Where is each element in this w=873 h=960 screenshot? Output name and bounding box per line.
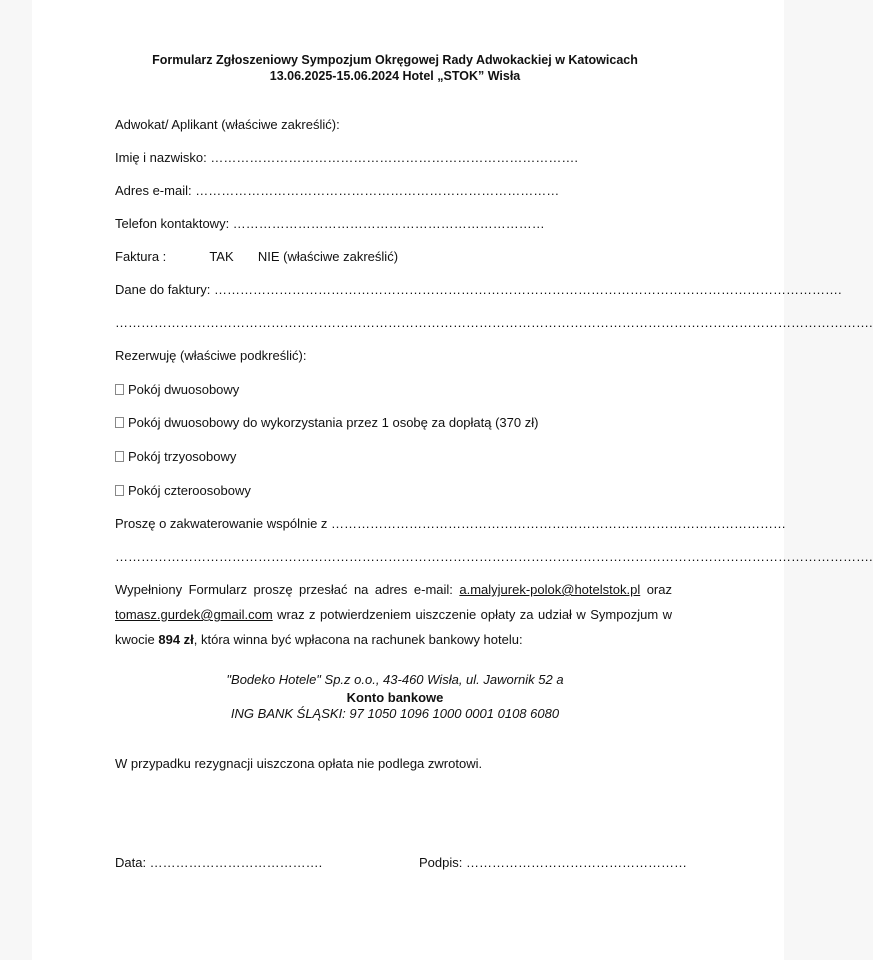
invoice-label: Faktura : bbox=[115, 249, 167, 264]
title-line-2: 13.06.2025-15.06.2024 Hotel „STOK” Wisła bbox=[269, 69, 521, 83]
instructions-text: wraz z potwierdzeniem uiszczenie opłaty za udział w Sympozjum w kwocie bbox=[115, 607, 672, 647]
room-option-quadruple[interactable] bbox=[115, 482, 251, 500]
invoice-row bbox=[115, 248, 398, 266]
room-label: Pokój dwuosobowy bbox=[128, 382, 240, 397]
role-label: Adwokat/ Aplikant (właściwe zakreślić): bbox=[115, 117, 340, 132]
instructions-text: oraz bbox=[640, 582, 672, 597]
invoice-yes-option[interactable]: TAK bbox=[209, 249, 234, 264]
checkbox-icon[interactable] bbox=[115, 485, 124, 496]
email-field[interactable]: Adres e-mail: ………………………………………………………………………… bbox=[115, 183, 560, 198]
title-line-1: Formularz Zgłoszeniowy Sympozjum Okręgowej Rady Adwokackiej w Katowicach bbox=[152, 53, 638, 67]
room-label: Pokój trzyosobowy bbox=[128, 449, 237, 464]
room-option-triple[interactable] bbox=[115, 448, 236, 466]
hotel-email-link[interactable]: a.malyjurek-polok@hotelstok.pl bbox=[459, 582, 641, 597]
shared-accommodation-field[interactable]: Proszę o zakwaterowanie wspólnie z …………………………………………………………………………………………… bbox=[115, 516, 787, 531]
reserve-label: Rezerwuję (właściwe podkreślić): bbox=[115, 348, 307, 363]
checkbox-icon[interactable] bbox=[115, 384, 124, 395]
bank-company: "Bodeko Hotele" Sp.z o.o., 43-460 Wisła, ul. Jawornik 52 a bbox=[226, 672, 564, 687]
document-title bbox=[0, 52, 790, 84]
room-label: Pokój czteroosobowy bbox=[128, 483, 251, 498]
invoice-data-field[interactable]: Dane do faktury: ………………………………………………………………………………………………………………………………. bbox=[115, 282, 842, 297]
room-option-double-single-use[interactable] bbox=[115, 414, 538, 432]
instructions-text: Wypełniony Formularz proszę przesłać na adres e-mail: bbox=[115, 582, 460, 597]
invoice-data-field-line2[interactable]: …………………………………………………………………………………………………………………………………………………………. bbox=[115, 315, 873, 330]
phone-field[interactable]: Telefon kontaktowy: ……………………………………………………………… bbox=[115, 216, 545, 231]
instructions-text: , która winna być wpłacona na rachunek bankowy hotelu: bbox=[193, 632, 523, 647]
room-label: Pokój dwuosobowy do wykorzystania przez 1 osobę za dopłatą (370 zł) bbox=[128, 415, 539, 430]
signature-field[interactable]: Podpis: …………………………………………… bbox=[419, 855, 687, 870]
room-option-double[interactable] bbox=[115, 381, 239, 399]
name-field[interactable]: Imię i nazwisko: …………………………………………………………………………. bbox=[115, 150, 578, 165]
invoice-no-option[interactable]: NIE (właściwe zakreślić) bbox=[257, 249, 399, 264]
checkbox-icon[interactable] bbox=[115, 417, 124, 428]
refund-notice: W przypadku rezygnacji uiszczona opłata nie podlega zwrotowi. bbox=[115, 756, 483, 771]
bank-account-number: ING BANK ŚLĄSKI: 97 1050 1096 1000 0001 0108 6080 bbox=[230, 706, 560, 721]
bank-account-heading: Konto bankowe bbox=[346, 690, 444, 705]
shared-accommodation-field-line2[interactable]: …………………………………………………………………………………………………………………………………………………………. bbox=[115, 549, 873, 564]
fee-amount: 894 zł bbox=[158, 632, 194, 647]
checkbox-icon[interactable] bbox=[115, 451, 124, 462]
instructions-paragraph bbox=[115, 577, 672, 652]
contact-email-link[interactable]: tomasz.gurdek@gmail.com bbox=[115, 607, 273, 622]
date-field[interactable]: Data: …………………………………. bbox=[115, 855, 323, 870]
form-page bbox=[32, 0, 787, 960]
